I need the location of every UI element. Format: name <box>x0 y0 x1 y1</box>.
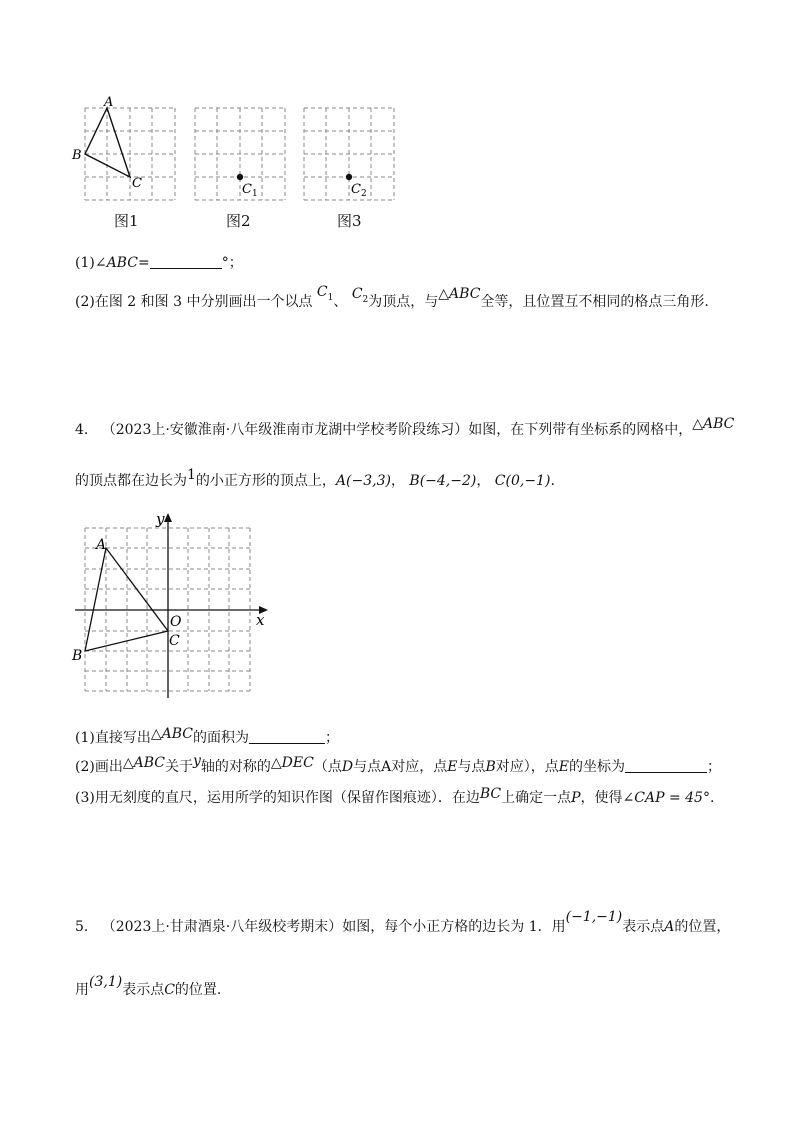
q4-part3: (3)用无刻度的直尺，运用所学的知识作图（保留作图痕迹）．在边BC上确定一点P，使得∠CAP = 45°. <box>75 786 715 806</box>
origin-label: O <box>170 614 182 630</box>
answer-blank[interactable] <box>625 758 707 773</box>
label-a: A <box>96 537 107 553</box>
q4-coordinate-grid <box>70 508 280 698</box>
label-a: A <box>104 95 114 110</box>
q4-line1: 4. （2023上·安徽淮南·八年级淮南市龙湖中学校考阶段练习）如图，在下列带有坐标系的网格中，△ABC <box>75 416 735 438</box>
label-c2: $C_2$ <box>351 182 367 199</box>
answer-blank[interactable] <box>150 254 222 269</box>
point-c2 <box>346 174 352 180</box>
figure-1-grid <box>70 95 190 205</box>
label-c: C <box>169 633 180 649</box>
figure-2-grid <box>180 95 300 205</box>
label-c: C <box>132 176 142 191</box>
q3-part1: (1)∠ABC= °； <box>75 255 243 271</box>
label-b: B <box>72 648 83 664</box>
point-c1 <box>237 174 243 180</box>
q3-part2: (2)在图 2 和图 3 中分别画出一个以点 $C_1$、 $C_2$为顶点，与△ABC全等，且位置互不相同的格点三角形. <box>75 284 709 310</box>
figure-3-grid <box>289 95 409 205</box>
caption-figure-3: 图3 <box>337 212 362 230</box>
q4-part1: (1)直接写出△ABC的面积为 ； <box>75 726 339 746</box>
caption-figure-1: 图1 <box>114 212 139 230</box>
q5-line2: 用(3,1)表示点C的位置. <box>75 974 222 998</box>
axis-label-x: x <box>256 611 265 629</box>
q4-part2: (2)画出△ABC关于y轴的对称的△DEC（点D与点A对应，点E与点B对应），点E的坐标为 ； <box>75 753 721 775</box>
caption-figure-2: 图2 <box>226 212 251 230</box>
answer-blank[interactable] <box>249 729 325 744</box>
label-b: B <box>72 148 82 163</box>
label-c1: $C_1$ <box>242 182 258 199</box>
q5-line1: 5. （2023上·甘肃酒泉·八年级校考期末）如图，每个小正方格的边长为 1．用(−1,−1)表示点A的位置， <box>75 909 731 935</box>
axis-label-y: y <box>156 510 165 528</box>
q4-line2: 的顶点都在边长为1的小正方形的顶点上，A(−3,3)， B(−4,−2)， C(0,−1). <box>75 467 555 489</box>
y-axis-arrow-icon <box>164 513 172 522</box>
